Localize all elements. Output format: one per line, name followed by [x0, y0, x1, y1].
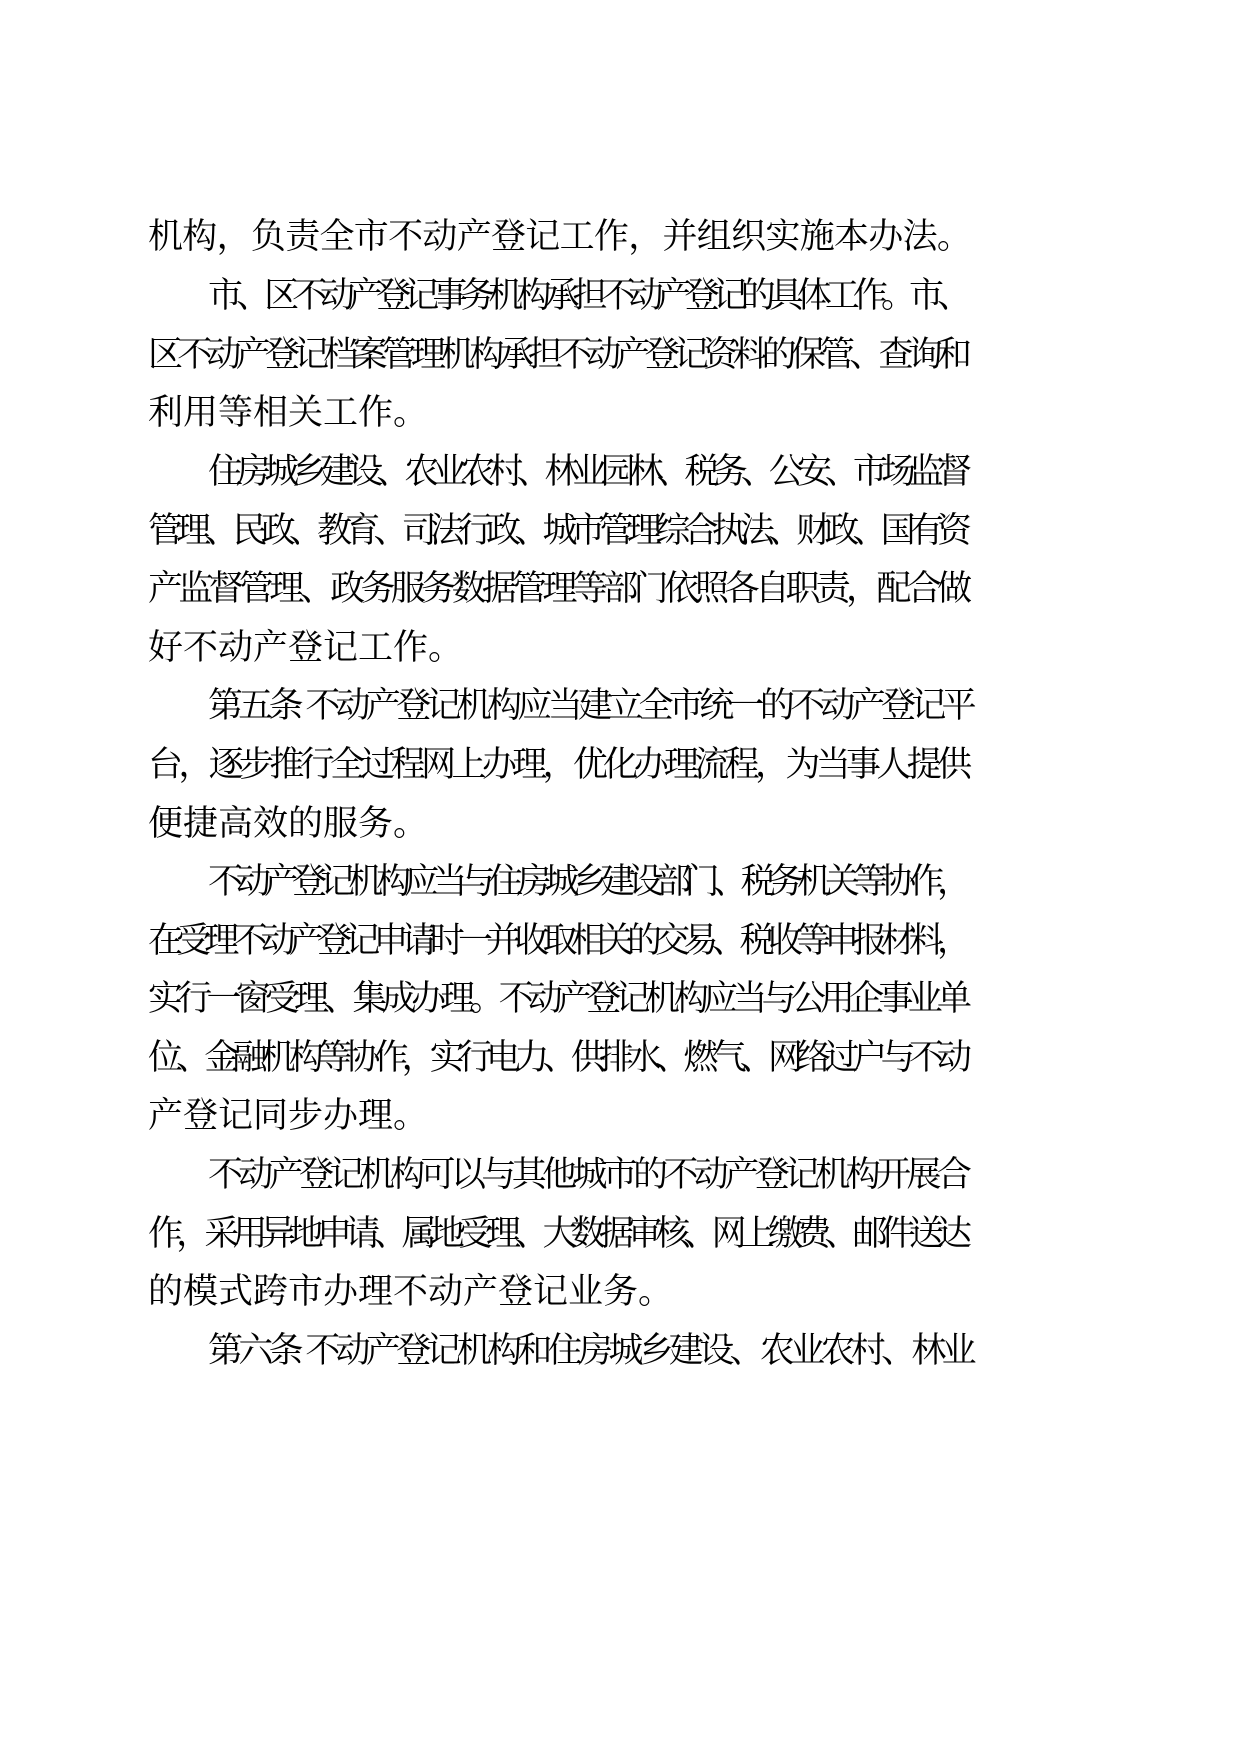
text-line — [0, 1326, 1240, 1376]
text-line — [0, 974, 1240, 1024]
line-text: 不动产登记机构可以与其他城市的不动产登记机构开展合 — [208, 1155, 968, 1195]
text-line — [0, 506, 1240, 556]
line-text: 便捷高效的服务。 — [148, 804, 429, 844]
line-text: 在受理不动产登记申请时一并收取相关的交易、税收等申报材料， — [148, 921, 966, 961]
line-text: 产监督管理、政务服务数据管理等部门依照各自职责，配合做 — [148, 569, 968, 609]
line-text: 区不动产登记档案管理机构承担不动产登记资料的保管、查询和 — [148, 335, 967, 375]
text-line — [0, 681, 1240, 731]
text-line — [0, 212, 1240, 262]
text-line — [0, 857, 1240, 907]
text-line — [0, 916, 1240, 966]
text-line — [0, 330, 1240, 380]
text-line — [0, 740, 1240, 790]
line-text: 产登记同步办理。 — [148, 1096, 429, 1136]
line-text: 市、区不动产登记事务机构承担不动产登记的具体工作。市、 — [208, 276, 966, 316]
text-line — [0, 1150, 1240, 1200]
line-text: 好不动产登记工作。 — [148, 628, 464, 668]
line-text: 第五条 不动产登记机构应当建立全市统一的不动产登记平 — [208, 686, 972, 726]
text-line — [0, 564, 1240, 614]
line-text: 位、金融机构等协作，实行电力、供排水、燃气、网络过户与不动 — [148, 1038, 966, 1078]
text-line — [0, 1091, 1240, 1141]
text-line — [0, 1209, 1240, 1259]
text-line — [0, 799, 1240, 849]
line-text: 利用等相关工作。 — [148, 393, 429, 433]
line-text: 第六条 不动产登记机构和住房城乡建设、农业农村、林业 — [208, 1331, 972, 1371]
line-text: 机构，负责全市不动产登记工作，并组织实施本办法。 — [148, 217, 972, 257]
text-line — [0, 388, 1240, 438]
line-text: 实行一窗受理、集成办理。不动产登记机构应当与公用企事业单 — [148, 979, 967, 1019]
line-text: 管理、民政、教育、司法行政、城市管理综合执法、财政、国有资 — [148, 511, 966, 551]
line-text: 的模式跨市办理不动产登记业务。 — [148, 1272, 674, 1312]
text-line — [0, 623, 1240, 673]
line-text: 住房城乡建设、农业农村、林业园林、税务、公安、市场监督 — [208, 452, 966, 492]
line-text: 不动产登记机构应当与住房城乡建设部门、税务机关等协作， — [208, 862, 966, 902]
text-line — [0, 447, 1240, 497]
text-line — [0, 1033, 1240, 1083]
line-text: 作，采用异地申请、属地受理、大数据审核、网上缴费、邮件送达 — [148, 1214, 966, 1254]
line-text: 台，逐步推行全过程网上办理，优化办理流程，为当事人提供 — [148, 745, 968, 785]
text-line — [0, 1267, 1240, 1317]
text-line — [0, 271, 1240, 321]
